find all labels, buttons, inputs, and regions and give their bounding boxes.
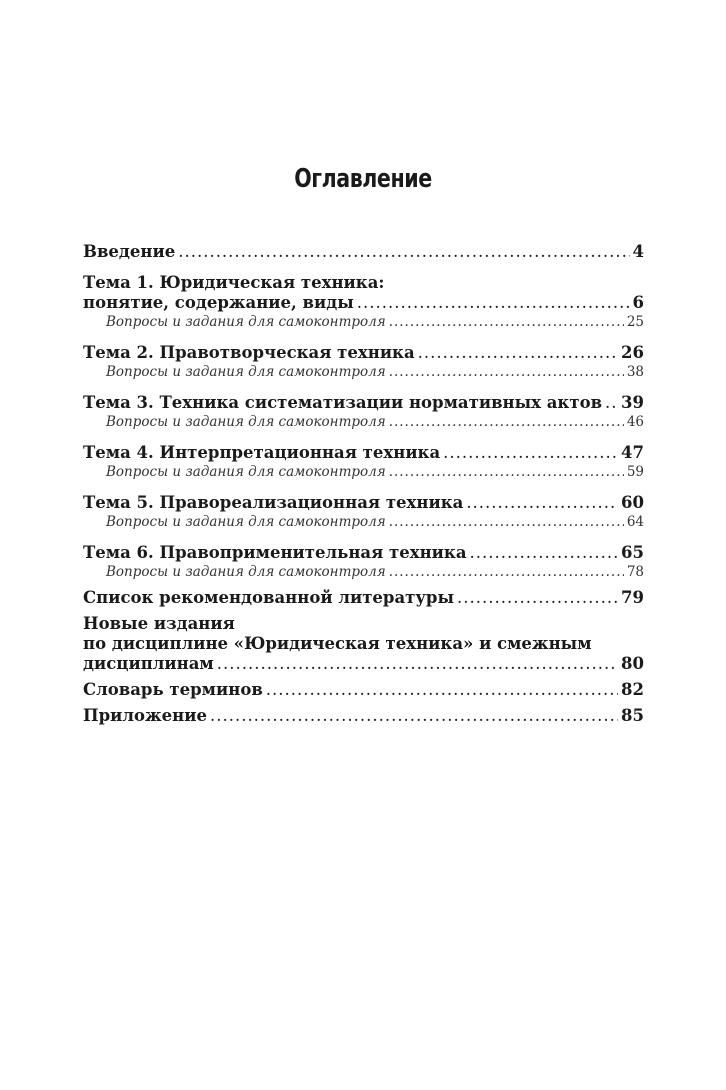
toc-entry-label: Тема 3. Техника систематизации нормативных актов — [83, 393, 603, 412]
toc-subentry-label: Вопросы и задания для самоконтроля — [106, 314, 386, 330]
dot-leader — [418, 343, 618, 363]
dot-leader — [178, 242, 629, 262]
toc-entry-label: Введение — [83, 242, 176, 261]
toc-entry-topic-6[interactable] — [83, 543, 644, 563]
toc-page-number: 4 — [632, 242, 644, 261]
toc-subentry-label: Вопросы и задания для самоконтроля — [106, 464, 386, 480]
toc-entry-topic-3[interactable] — [83, 393, 644, 413]
toc-entry-label: Тема 2. Правотворческая техника — [83, 343, 415, 362]
dot-leader — [466, 493, 618, 513]
toc-entry-label: Приложение — [83, 706, 207, 725]
toc-entry-appendix[interactable] — [83, 706, 644, 726]
toc-entry-glossary[interactable] — [83, 680, 644, 700]
toc-subentry-label: Вопросы и задания для самоконтроля — [106, 414, 386, 430]
toc-page-number: 39 — [621, 393, 644, 412]
dot-leader — [389, 563, 624, 582]
toc-page-number: 25 — [626, 314, 644, 330]
toc-entry-topic-5[interactable] — [83, 493, 644, 513]
dot-leader — [266, 680, 618, 700]
toc-entry-label: Словарь терминов — [83, 680, 263, 699]
toc-page-number: 78 — [626, 564, 644, 580]
toc-subentry-topic-3[interactable] — [83, 413, 644, 432]
toc-page-number: 64 — [626, 514, 644, 530]
toc-page-number: 6 — [632, 293, 644, 312]
dot-leader — [210, 706, 618, 726]
toc-entry-label: Тема 4. Интерпретационная техника — [83, 443, 441, 462]
toc-subentry-topic-6[interactable] — [83, 563, 644, 582]
toc-entry-label: Тема 6. Правоприменительная техника — [83, 543, 467, 562]
toc-entry-topic-4[interactable] — [83, 443, 644, 463]
toc-subentry-label: Вопросы и задания для самоконтроля — [106, 514, 386, 530]
dot-leader — [389, 513, 624, 532]
toc-subentry-label: Вопросы и задания для самоконтроля — [106, 564, 386, 580]
toc-subentry-topic-1[interactable] — [83, 313, 644, 332]
toc-entry-label-line1: Тема 1. Юридическая техника: — [83, 273, 385, 292]
toc-entry-label-line2: понятие, содержание, виды — [83, 293, 354, 312]
toc-subentry-label: Вопросы и задания для самоконтроля — [106, 364, 386, 380]
dot-leader — [389, 313, 624, 332]
toc-page-number: 80 — [621, 654, 644, 673]
toc-subentry-topic-5[interactable] — [83, 513, 644, 532]
toc-page-number: 47 — [621, 443, 644, 462]
toc-page-number: 26 — [621, 343, 644, 362]
toc-subentry-topic-4[interactable] — [83, 463, 644, 482]
toc-page-number: 38 — [626, 364, 644, 380]
dot-leader — [605, 393, 618, 413]
dot-leader — [443, 443, 618, 463]
toc-entry-label-line3: дисциплинам — [83, 654, 214, 673]
toc-entry-topic-2[interactable] — [83, 343, 644, 363]
toc-page-number: 59 — [626, 464, 644, 480]
toc-subentry-topic-2[interactable] — [83, 363, 644, 382]
dot-leader — [389, 363, 624, 382]
page-title: Оглавление — [294, 164, 432, 194]
toc-entry-literature[interactable] — [83, 588, 644, 608]
dot-leader — [217, 654, 618, 674]
toc-page-number: 85 — [621, 706, 644, 725]
toc-page-number: 60 — [621, 493, 644, 512]
toc-entry-label-line2: по дисциплине «Юридическая техника» и смежным — [83, 634, 592, 653]
toc-entry-label: Список рекомендованной литературы — [83, 588, 455, 607]
dot-leader — [357, 293, 630, 313]
toc-entry-topic-1[interactable] — [83, 273, 644, 313]
toc-entry-new-editions[interactable] — [83, 614, 644, 674]
toc-entry-label: Тема 5. Правореализационная техника — [83, 493, 464, 512]
dot-leader — [389, 463, 624, 482]
toc-page-number: 79 — [621, 588, 644, 607]
toc-entry-intro[interactable] — [83, 242, 644, 262]
dot-leader — [470, 543, 619, 563]
toc-page-number: 46 — [626, 414, 644, 430]
toc-page-number: 82 — [621, 680, 644, 699]
toc-entry-label-line1: Новые издания — [83, 614, 235, 633]
table-of-contents — [83, 242, 644, 726]
toc-page-number: 65 — [621, 543, 644, 562]
dot-leader — [389, 413, 624, 432]
dot-leader — [457, 588, 618, 608]
